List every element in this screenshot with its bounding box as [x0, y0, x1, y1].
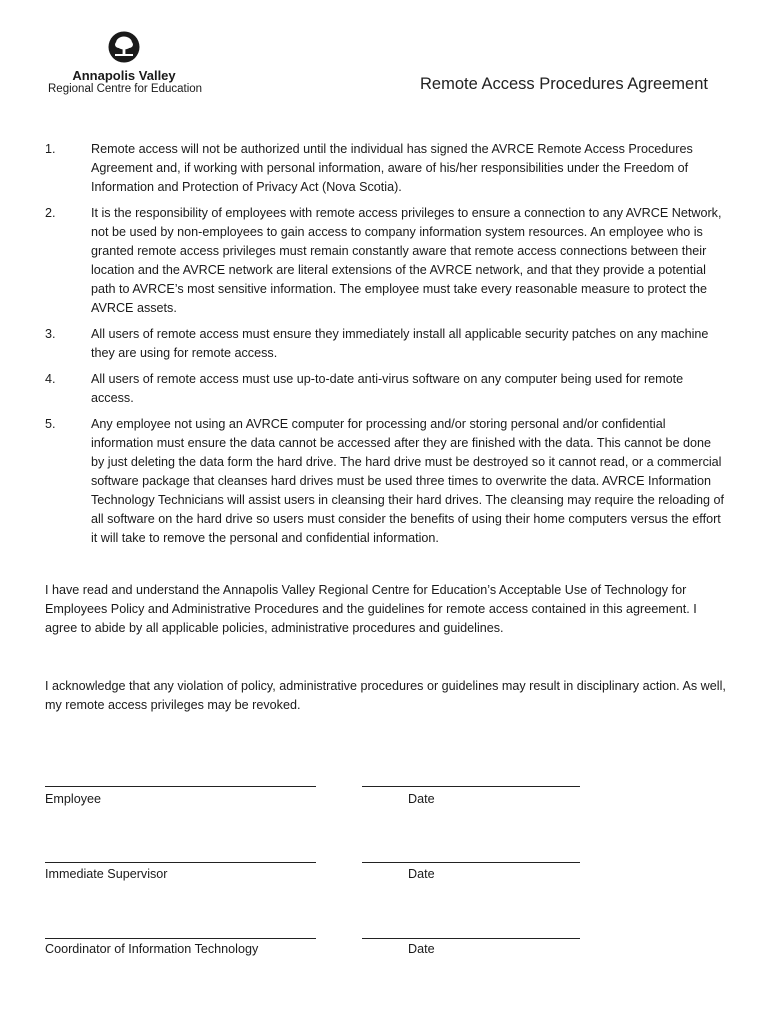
org-subtitle: Regional Centre for Education: [48, 83, 203, 95]
document-title: Remote Access Procedures Agreement: [420, 75, 708, 93]
item-text: Remote access will not be authorized until the individual has signed the AVRCE Remote Access Procedures Agreement and, if working with personal information, aware of his/her responsibilities under the Freedom of Information and Protection of Privacy Act (Nova Scotia).: [91, 142, 693, 194]
item-number: 4.: [45, 372, 56, 386]
item-number: 3.: [45, 327, 56, 341]
employee-date-label: Date: [408, 792, 435, 806]
acknowledgement-paragraph: I have read and understand the Annapolis Valley Regional Centre for Education’s Acceptable Use of Technology for Employees Policy and Administrative Procedures and the guidelines for remote access contained in this agreement. I agree to abide by all applicable policies, administrative procedures and guidelines.: [45, 583, 697, 635]
item-text: All users of remote access must use up-to-date anti-virus software on any computer being used for remote access.: [91, 372, 684, 405]
item-text: It is the responsibility of employees with remote access privileges to ensure a connection to any AVRCE Network, not be used by non-employees to gain access to company information system resources. An employee who is granted remote access privileges must remain constantly aware that remote access connections between their location and the AVRCE network are literal extensions of the AVRCE network, and that they provide a potential path to AVRCE’s most sensitive information. The employee must take every reasonable measure to protect the AVRCE assets.: [91, 206, 722, 315]
item-number: 2.: [45, 206, 56, 220]
item-number: 5.: [45, 417, 56, 431]
list-item: [45, 415, 727, 548]
list-item: [45, 204, 727, 318]
supervisor-label: Immediate Supervisor: [45, 867, 168, 881]
supervisor-signature-line[interactable]: [45, 862, 316, 863]
list-item: [45, 325, 727, 363]
violation-paragraph: I acknowledge that any violation of policy, administrative procedures or guidelines may result in disciplinary action. As well, my remote access privileges may be revoked.: [45, 679, 726, 712]
organization-logo: [48, 30, 203, 96]
list-item: [45, 140, 727, 197]
item-text: All users of remote access must ensure they immediately install all applicable security patches on any machine they are using for remote access.: [91, 327, 709, 360]
item-number: 1.: [45, 142, 56, 156]
org-name: Annapolis Valley: [72, 68, 176, 83]
list-item: [45, 370, 727, 408]
supervisor-date-line[interactable]: [362, 862, 580, 863]
coordinator-date-line[interactable]: [362, 938, 580, 939]
item-text: Any employee not using an AVRCE computer for processing and/or storing personal and/or confidential information must ensure the data cannot be accessed after they are finished with the data. This cannot be done by just deleting the data form the hard drive. The hard drive must be destroyed so it cannot read, or a commercial software package that cleanses hard drives must be used three times to overwrite the data. AVRCE Information Technology Technicians will assist users in cleansing their hard drives. The cleansing may require the reloading of all software on the hard drive so users must consider the benefits of using their home computers versus the effort it will take to remove the personal and confidential information.: [91, 417, 725, 545]
coordinator-date-label: Date: [408, 942, 435, 956]
employee-signature-line[interactable]: [45, 786, 316, 787]
employee-date-line[interactable]: [362, 786, 580, 787]
employee-label: Employee: [45, 792, 102, 806]
procedure-list: [45, 140, 727, 555]
supervisor-date-label: Date: [408, 867, 435, 881]
coordinator-label: Coordinator of Information Technology: [45, 942, 259, 956]
tree-logo-icon: [107, 30, 141, 64]
coordinator-signature-line[interactable]: [45, 938, 316, 939]
